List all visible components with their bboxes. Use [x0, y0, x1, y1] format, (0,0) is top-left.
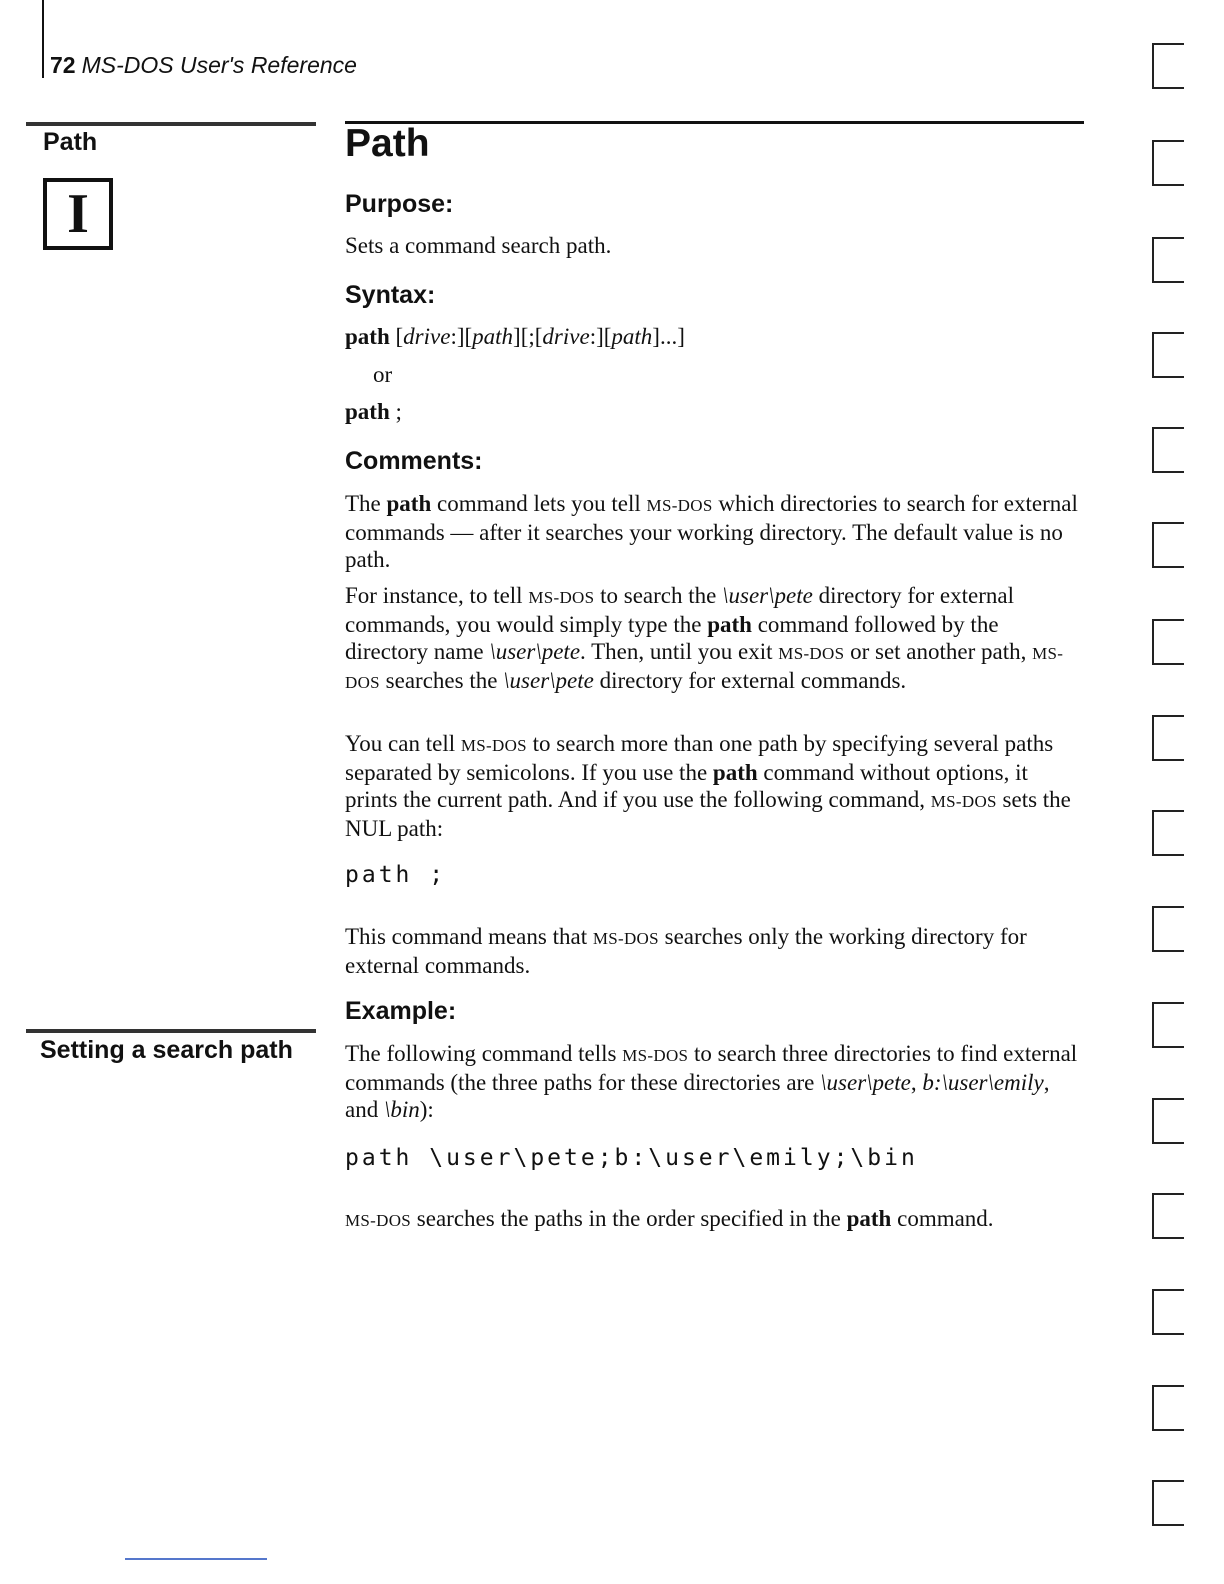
title-rule: [345, 121, 1084, 124]
binder-tab: [1152, 140, 1184, 186]
syntax-or: or: [373, 362, 393, 387]
example-paragraph-1: The following command tells MS-DOS to search three directories to find external commands (the three paths for these directories are \user\pete, b:\user\emily, and \bin):: [345, 1041, 1078, 1122]
syntax-sep: :][: [589, 324, 612, 349]
page-number: 72: [50, 52, 76, 78]
section-i-icon: [43, 178, 113, 250]
binder-tab: [1152, 237, 1184, 283]
sidebar-rule-top: [26, 122, 316, 126]
binder-tab: [1152, 1289, 1184, 1335]
comments-paragraph-4: This command means that MS-DOS searches only the working directory for external commands.: [345, 924, 1027, 978]
sidebar-rule-example: [26, 1029, 316, 1033]
syntax-drive: drive: [542, 324, 590, 349]
code-nul-path: path ;: [345, 862, 447, 888]
purpose-text: Sets a command search path.: [345, 233, 612, 258]
page-title: Path: [345, 122, 430, 165]
comments-paragraph-1: The path command lets you tell MS-DOS which directories to search for external commands — after it searches your working directory. The default value is no path.: [345, 491, 1078, 572]
running-header: [50, 52, 357, 79]
binder-tab: [1152, 427, 1184, 473]
binder-tab: [1152, 1002, 1184, 1048]
binder-tab: [1152, 332, 1184, 378]
purpose-heading: Purpose:: [345, 190, 454, 218]
binder-tab: [1152, 1193, 1184, 1239]
binder-tab: [1152, 522, 1184, 568]
binder-tab: [1152, 810, 1184, 856]
syntax-path: path: [472, 324, 514, 349]
syntax-line-1: path [drive:][path][;[drive:][path]...]: [345, 324, 685, 349]
icon-letter: I: [67, 183, 89, 245]
book-title: MS-DOS User's Reference: [81, 52, 357, 78]
binder-tab: [1152, 619, 1184, 665]
syntax-command: path: [345, 399, 390, 424]
comments-paragraph-2: For instance, to tell MS-DOS to search the \user\pete directory for external commands, you would simply type the path command followed by the directory name \user\pete. Then, until you exit MS-DOS or set another path, MS-DOS searches the \user\pete directory for external commands.: [345, 583, 1064, 693]
comments-paragraph-3: You can tell MS-DOS to search more than one path by specifying several paths separated by semicolons. If you use the path command without options, it prints the current path. And if you use the following command, MS-DOS sets the NUL path:: [345, 731, 1071, 841]
syntax-path: path: [611, 324, 653, 349]
example-heading: Example:: [345, 997, 457, 1025]
syntax-sep: :][: [450, 324, 473, 349]
binder-tab: [1152, 1385, 1184, 1431]
binder-tab: [1152, 43, 1184, 89]
example-paragraph-2: MS-DOS searches the paths in the order specified in the path command.: [345, 1206, 994, 1231]
binder-tab: [1152, 1480, 1184, 1526]
sidebar-topic: Path: [43, 128, 98, 156]
syntax-line-2: [345, 398, 1080, 425]
syntax-end: ]...]: [652, 324, 685, 349]
binder-tab: [1152, 715, 1184, 761]
syntax-command: path: [345, 324, 390, 349]
syntax-mid: ][;[: [513, 324, 543, 349]
syntax-heading: Syntax:: [345, 281, 436, 309]
comments-heading: Comments:: [345, 447, 483, 475]
sidebar-example-label: Setting a search path: [40, 1036, 293, 1064]
binder-tab: [1152, 906, 1184, 952]
syntax-arg: ;: [395, 399, 402, 424]
header-vertical-rule: [42, 0, 44, 78]
binder-tab: [1152, 1098, 1184, 1144]
syntax-drive: drive: [403, 324, 451, 349]
code-example-path: path \user\pete;b:\user\emily;\bin: [345, 1145, 918, 1171]
footer-rule: [125, 1558, 267, 1560]
